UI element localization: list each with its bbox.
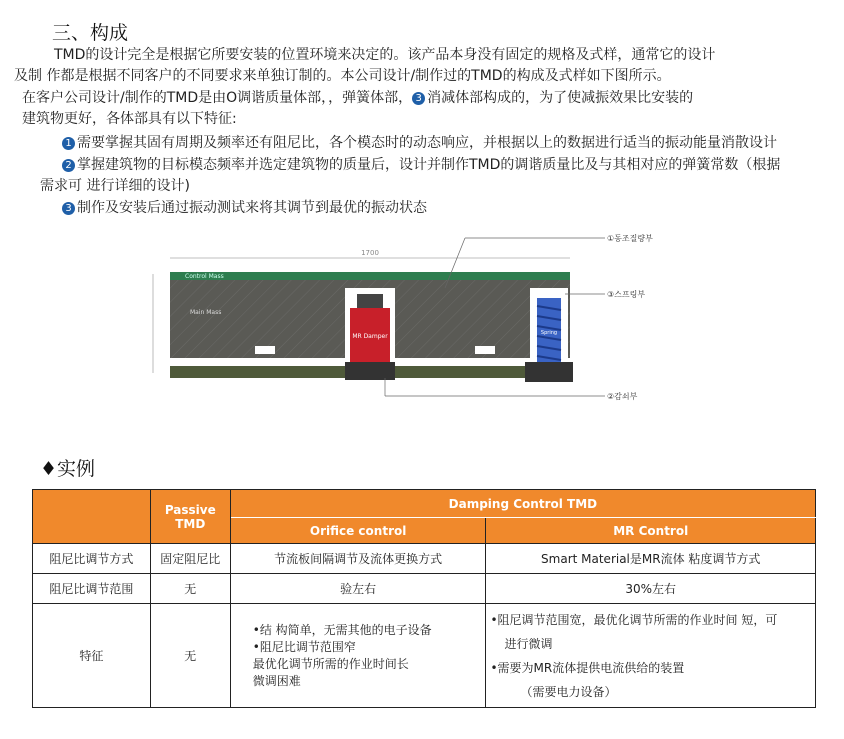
tmd-structure-diagram — [145, 228, 665, 408]
orifice-feature: 微调困难 — [252, 673, 301, 688]
orifice-feature: 最优化调节所需的作业时间长 — [252, 656, 409, 671]
row-orifice: 节流板间隔调节及流体更换方式 — [230, 544, 486, 574]
section-title: 三、构成 — [52, 22, 129, 44]
feature-text: 需要掌握其固有周期及频率还有阻尼比，各个模态时的动态响应，并根据以上的数据进行适当的振动能量消散设计 — [77, 135, 777, 151]
header-empty — [33, 490, 151, 544]
header-damping-control: Damping Control TMD — [230, 490, 815, 518]
row-passive: 无 — [150, 574, 230, 604]
feature-row-label: 特征 — [33, 604, 151, 708]
comparison-table — [32, 489, 816, 708]
damper-base — [345, 362, 395, 380]
feature-item-continued: 需求可 进行详细的设计) — [40, 178, 190, 194]
feature-item — [62, 155, 780, 176]
row-orifice: 验左右 — [230, 574, 486, 604]
main-mass-label: Main Mass — [190, 309, 222, 316]
feature-row-mr — [486, 604, 816, 708]
paragraph1-line2: 及制 作都是根据不同客户的不同要求来单独订制的。本公司设计/制作过的TMD的构成及式样如下图所示。 — [14, 68, 671, 84]
paragraph1-line1: TMD的设计完全是根据它所要安装的位置环境来决定的。该产品本身没有固定的规格及式样，通常它的设计 — [54, 47, 716, 63]
paragraph2-line1a: 在客户公司设计/制作的TMD是由O调谐质量体部，，弹簧体部， — [22, 90, 413, 106]
feature-item — [62, 133, 777, 154]
mr-feature: 进行微调 — [504, 636, 553, 651]
row-label: 阻尼比调节范围 — [33, 574, 151, 604]
feature-row-passive: 无 — [150, 604, 230, 708]
callout-tuned-mass: ①동조질량부 — [607, 234, 653, 243]
spring-label: Spring — [540, 330, 558, 336]
row-mr: 30%左右 — [486, 574, 816, 604]
mr-damper-label: MR Damper — [352, 333, 388, 340]
numbered-marker: 3 — [412, 92, 425, 105]
mr-feature: •阻尼调节范围宽，最优化调节所需的作业时间 短，可 — [490, 612, 778, 627]
mr-feature: （需要电力设备） — [520, 684, 617, 699]
feature-text: 制作及安装后通过振动测试来将其调节到最优的振动状态 — [77, 200, 427, 216]
orifice-feature: •阻尼比调节范围窄 — [252, 639, 356, 654]
dimension-label: 1700 — [361, 249, 379, 257]
feature-text: 掌握建筑物的目标模态频率并选定建筑物的质量后，设计并制作TMD的调谐质量比及与其相对应的弹簧常数（根据 — [77, 157, 781, 173]
callout-damper: ②감쇠부 — [607, 392, 638, 401]
paragraph2-line2: 建筑物更好，各体部具有以下特征: — [22, 111, 237, 127]
example-title: ♦实例 — [40, 458, 96, 480]
row-mr: Smart Material是MR流体 粘度调节方式 — [486, 544, 816, 574]
callout-spring: ③스프링부 — [607, 290, 646, 299]
control-mass-label: Control Mass — [185, 273, 224, 280]
feature-item — [62, 198, 427, 219]
feature-row-orifice — [230, 604, 486, 708]
row-label: 阻尼比调节方式 — [33, 544, 151, 574]
header-mr-control: MR Control — [486, 518, 816, 544]
paragraph2-line1b: 消减体部构成的，为了使减振效果比安装的 — [427, 90, 694, 106]
header-passive: Passive TMD — [150, 490, 230, 544]
gap — [475, 346, 495, 354]
orifice-feature: •结 构简单，无需其他的电子设备 — [252, 622, 432, 637]
gap — [255, 346, 275, 354]
control-mass-plate — [170, 272, 570, 280]
feature-number: 3 — [62, 202, 75, 215]
feature-number: 1 — [62, 137, 75, 150]
paragraph2-line1 — [22, 88, 693, 109]
header-orifice-control: Orifice control — [230, 518, 486, 544]
mr-feature: •需要为MR流体提供电流供给的装置 — [490, 660, 685, 675]
feature-number: 2 — [62, 159, 75, 172]
spring-base — [525, 362, 573, 382]
row-passive: 固定阻尼比 — [150, 544, 230, 574]
